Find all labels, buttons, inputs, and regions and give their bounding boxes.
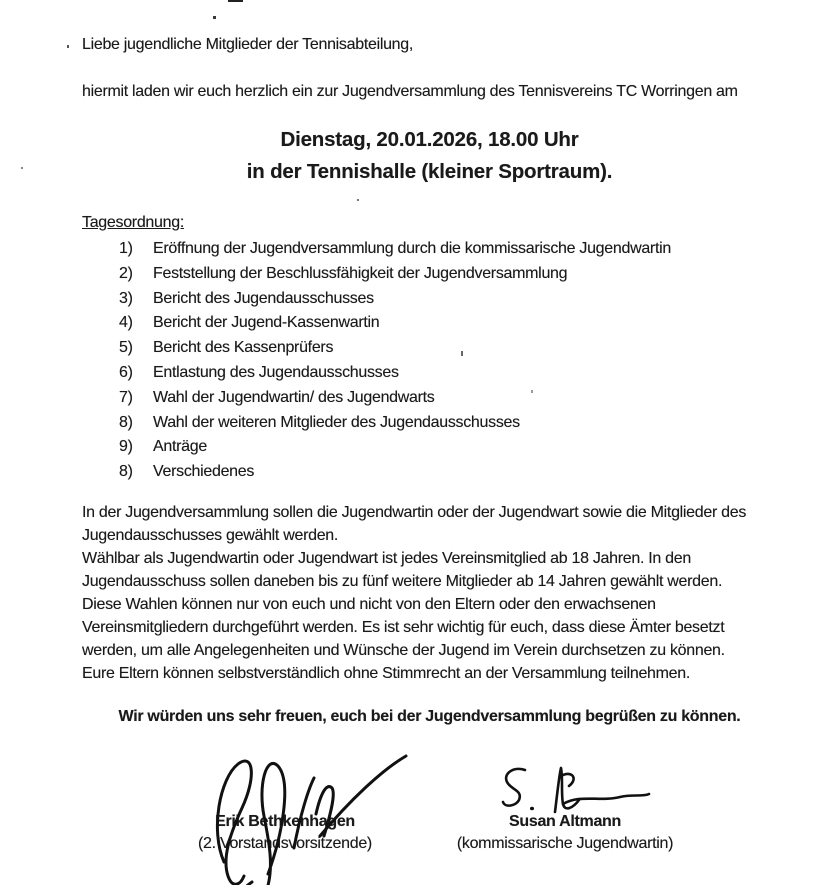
- agenda-item-number: 7): [119, 388, 133, 406]
- agenda-item: [82, 361, 777, 386]
- scan-speck: [67, 45, 69, 48]
- agenda-item-text: Bericht des Kassenprüfers: [153, 339, 334, 357]
- agenda-item: [82, 386, 777, 411]
- agenda-item: [82, 336, 777, 361]
- body-line: Eure Eltern können selbstverständlich ohne Stimmrecht an der Versammlung teilnehmen.: [82, 664, 691, 682]
- agenda-item-number: 3): [119, 289, 133, 307]
- event-datetime: Dienstag, 20.01.2026, 18.00 Uhr: [280, 128, 579, 151]
- signatory-name: Susan Altmann: [509, 812, 621, 830]
- signature-block: [82, 728, 777, 885]
- agenda-item-number: 2): [119, 264, 133, 282]
- scan-speck: [213, 16, 216, 19]
- agenda-item: [82, 435, 777, 460]
- agenda-item: [82, 311, 777, 336]
- agenda-item-number: 1): [119, 240, 133, 257]
- scan-speck: [531, 390, 533, 393]
- handwritten-signature-icon: [495, 764, 655, 814]
- signature-susan: [440, 728, 690, 885]
- agenda-item-text: Eröffnung der Jugendversammlung durch die kommissarische Jugendwartin: [153, 240, 671, 257]
- scan-speck: [228, 0, 243, 2]
- scan-speck: [21, 167, 23, 169]
- agenda-item-text: Entlastung des Jugendausschusses: [153, 363, 399, 381]
- body-line: In der Jugendversammlung sollen die Jugendwartin oder der Jugendwart sowie die Mitglieder des: [82, 503, 747, 521]
- signatory-name: Erik Bethkenhagen: [215, 812, 355, 830]
- agenda-item-text: Verschiedenes: [153, 463, 255, 481]
- scan-speck: [357, 199, 359, 201]
- body-line: werden, um alle Angelegenheiten und Wünsche der Jugend im Verein durchsetzen zu können.: [82, 641, 725, 659]
- agenda-item-number: 5): [119, 339, 133, 357]
- agenda-item-number: 4): [119, 314, 133, 332]
- closing-line: Wir würden uns sehr freuen, euch bei der Jugendversammlung begrüßen zu können.: [118, 707, 741, 725]
- agenda-item: [82, 287, 777, 312]
- body-text: [82, 501, 777, 685]
- agenda-item: [82, 237, 777, 262]
- agenda-item-number: 6): [119, 363, 133, 381]
- body-line: Jugendausschusses gewählt werden.: [82, 526, 339, 544]
- agenda-list: [82, 237, 777, 485]
- agenda-item-number: 9): [119, 438, 133, 456]
- body-line: Jugendausschuss sollen daneben bis zu fünf weitere Mitglieder ab 14 Jahren gewählt werden.: [82, 572, 723, 590]
- body-line: Wählbar als Jugendwartin oder Jugendwart ist jedes Vereinsmitglied ab 18 Jahren. In den: [82, 549, 691, 567]
- agenda-item-number: 8): [119, 413, 133, 431]
- agenda-item-number: 8): [119, 463, 133, 481]
- handwritten-signature-icon: [190, 752, 410, 885]
- agenda-item-text: Wahl der weiteren Mitglieder des Jugendausschusses: [153, 413, 520, 431]
- signatory-role: (2. Vorstandsvorsitzende): [198, 834, 372, 852]
- signatory-role: (kommissarische Jugendwartin): [456, 834, 674, 852]
- salutation: Liebe jugendliche Mitglieder der Tennisabteilung,: [82, 36, 414, 53]
- agenda-item: [82, 262, 777, 287]
- agenda-item: [82, 460, 777, 485]
- event-heading: [82, 124, 777, 188]
- signature-erik: [150, 728, 420, 885]
- agenda-item-text: Wahl der Jugendwartin/ des Jugendwarts: [153, 388, 435, 406]
- agenda-item-text: Anträge: [153, 438, 207, 456]
- agenda-heading: Tagesordnung:: [82, 214, 184, 231]
- body-line: Diese Wahlen können nur von euch und nicht von den Eltern oder den erwachsenen: [82, 595, 656, 613]
- agenda-item: [82, 411, 777, 436]
- body-line: Vereinsmitgliedern durchgeführt werden. Es ist sehr wichtig für euch, dass diese Ämter besetzt: [82, 618, 725, 636]
- agenda-section: [82, 211, 777, 485]
- scan-speck: [461, 351, 463, 356]
- agenda-item-text: Bericht des Jugendausschusses: [153, 289, 374, 307]
- intro-line: hiermit laden wir euch herzlich ein zur Jugendversammlung des Tennisvereins TC Worringen am: [82, 83, 738, 100]
- agenda-item-text: Bericht der Jugend-Kassenwartin: [153, 314, 380, 332]
- event-location: in der Tennishalle (kleiner Sportraum).: [246, 160, 613, 183]
- agenda-item-text: Feststellung der Beschlussfähigkeit der Jugendversammlung: [153, 264, 568, 282]
